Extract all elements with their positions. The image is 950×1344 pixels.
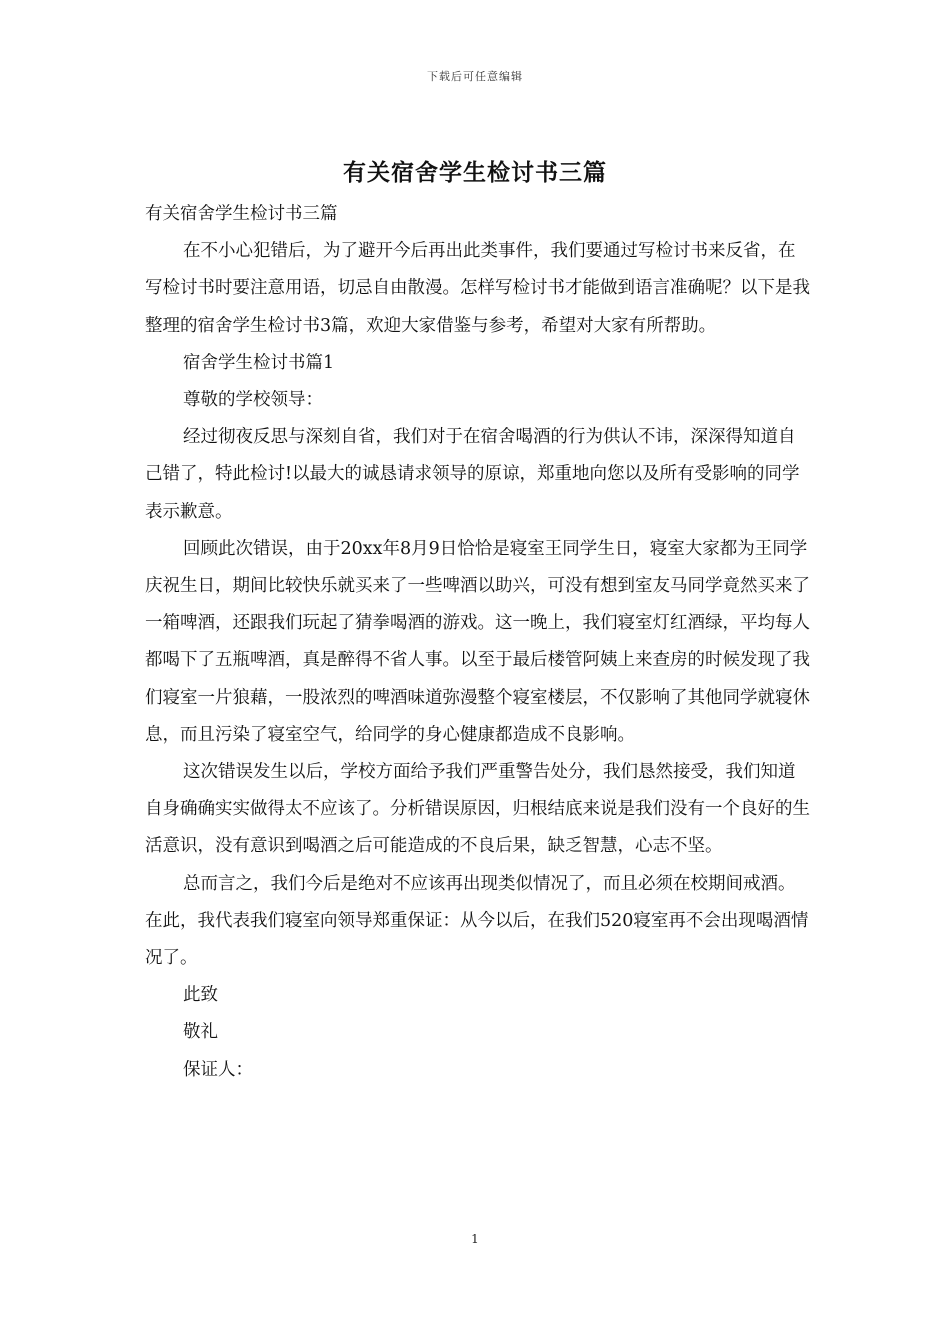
document-subtitle: 有关宿舍学生检讨书三篇: [145, 204, 338, 224]
section-heading: 宿舍学生检讨书篇1: [183, 352, 335, 373]
intro-paragraph: 在不小心犯错后，为了避开今后再出此类事件，我们要通过写检讨书来反省，在写检讨书时要注意用语，切忌自由散漫。怎样写检讨书才能做到语言准确呢？以下是我整理的宿舍学生检讨书3篇，欢迎大家借鉴与参考，希望对大家有所帮助。: [145, 241, 810, 336]
page-number: 1: [471, 1232, 479, 1246]
document-body: [145, 196, 810, 1089]
document-title: 有关宿舍学生检讨书三篇: [343, 159, 607, 186]
signature-line: 保证人：: [183, 1059, 253, 1080]
header-note: 下载后可任意编辑: [427, 70, 523, 83]
salutation: 尊敬的学校领导：: [183, 390, 323, 411]
body-paragraph: 回顾此次错误，由于20xx年8月9日恰恰是寝室王同学生日，寝室大家都为王同学庆祝生日，期间比较快乐就买来了一些啤酒以助兴，可没有想到室友马同学竟然买来了一箱啤酒，还跟我们玩起了猜拳喝酒的游戏。这一晚上，我们寝室灯红酒绿，平均每人都喝下了五瓶啤酒，真是醉得不省人事。以至于最后楼管阿姨上来查房的时候发现了我们寝室一片狼藉，一股浓烈的啤酒味道弥漫整个寝室楼层，不仅影响了其他同学就寝休息，而且污染了寝室空气，给同学的身心健康都造成不良影响。: [145, 538, 810, 745]
body-paragraph: 经过彻夜反思与深刻自省，我们对于在宿舍喝酒的行为供认不讳，深深得知道自己错了，特此检讨!以最大的诚恳请求领导的原谅，郑重地向您以及所有受影响的同学表示歉意。: [145, 427, 800, 522]
body-paragraph: 这次错误发生以后，学校方面给予我们严重警告处分，我们恳然接受，我们知道自身确确实实做得太不应该了。分析错误原因，归根结底来说是我们没有一个良好的生活意识，没有意识到喝酒之后可能造成的不良后果，缺乏智慧，心志不坚。: [145, 762, 810, 857]
closing-line: 此致: [183, 985, 218, 1006]
body-paragraph: 总而言之，我们今后是绝对不应该再出现类似情况了，而且必须在校期间戒酒。在此，我代表我们寝室向领导郑重保证：从今以后，在我们520寝室再不会出现喝酒情况了。: [145, 873, 809, 969]
closing-line: 敬礼: [183, 1022, 218, 1043]
